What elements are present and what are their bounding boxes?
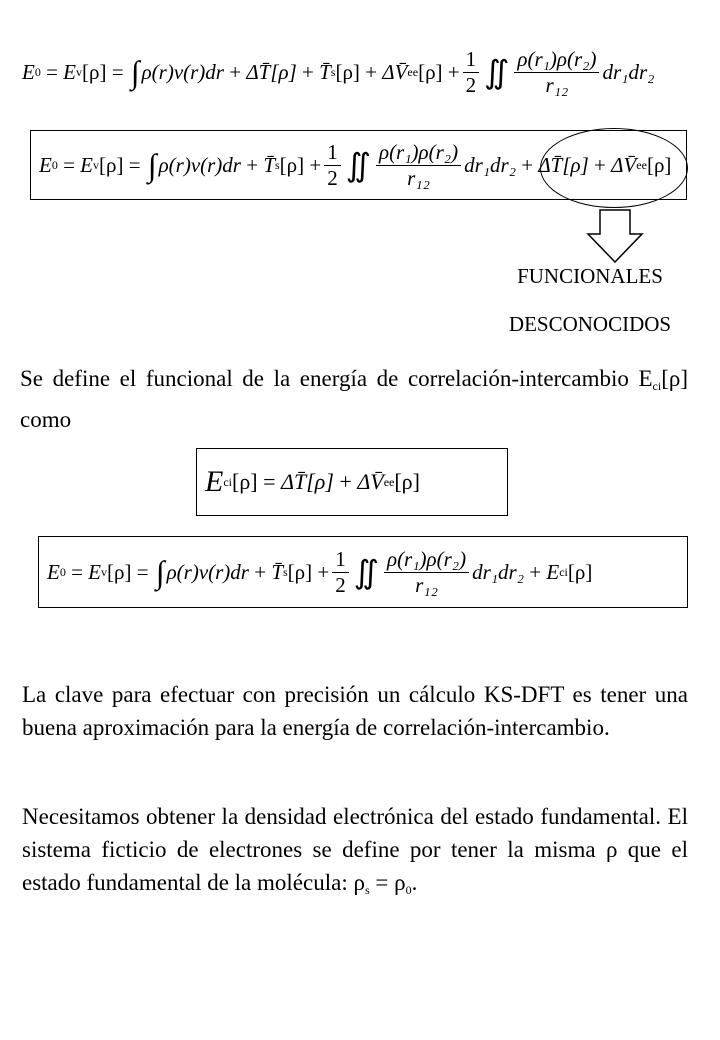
one-half-fraction: $\frac{1}{2}$: [324, 141, 341, 188]
eq1-lhs: E: [22, 59, 35, 84]
hartree-fraction: $\frac{\text{ρ(r₁)ρ(r₂)}}{\text{r₁₂}}$: [376, 141, 461, 188]
hartree-fraction: $\frac{\text{ρ(r₁)ρ(r₂)}}{\text{r₁₂}}$: [384, 548, 469, 595]
one-half-fraction: $\frac{1}{2}$: [332, 548, 349, 595]
double-integral-sign: ∬: [353, 554, 379, 590]
one-half-fraction: $\frac{1}{2}$: [463, 48, 480, 95]
annotation-line1: FUNCIONALES: [517, 264, 663, 288]
paragraph-electron-density: Necesitamos obtener la densidad electrónica del estado fundamental. El sistema ficticio de electrones se define por tener la misma ρ que el estado fundamental de la molécula: $\rho_s = \rho_0$.: [22, 804, 688, 897]
equation-eci-definition: E ci [ρ] = ΔT̄[ρ] + ΔV̄ ee [ρ]: [196, 448, 508, 516]
double-integral-sign: ∬: [484, 54, 510, 90]
integral-sign: ∫: [155, 554, 165, 590]
annotation-line2: DESCONOCIDOS: [508, 312, 672, 336]
equation-energy-final: E 0 = E v [ρ] = ∫ ρ(r)v(r)dr + T̄ s [ρ] + $\frac{1}{2}$ ∬ $\frac{\text{ρ(r₁)ρ(r₂)}}{\text{r₁₂}}$ dr₁dr₂ + E ci [ρ]: [38, 536, 688, 608]
highlight-ellipse: [540, 128, 688, 208]
integral-sign: ∫: [130, 54, 140, 90]
down-arrow-icon: [585, 208, 645, 264]
integral-sign: ∫: [147, 147, 157, 183]
paragraph-definition: Se define el funcional de la energía de correlación-intercambio $E_{ci}[\rho]$ como: [20, 366, 688, 432]
equation-energy-rearranged: E 0 = E v [ρ] = ∫ ρ(r)v(r)dr + T̄ s [ρ] + $\frac{1}{2}$ ∬ $\frac{\text{ρ(r₁)ρ(r₂)}}{\text{r₁₂}}$ dr₁dr₂ + ΔT̄[ρ] + ΔV̄ ee [ρ]: [30, 130, 687, 200]
equation-energy-decomposition: E 0 = E v [ρ] = ∫ ρ(r)v(r)dr + ΔT̄[ρ] + T̄ s [ρ] + ΔV̄ ee [ρ] + $\frac{1}{2}$ ∬ $\frac{\text{ρ(r₁)ρ(r₂)}}{\text{r₁₂}}$ dr₁dr₂: [22, 47, 655, 97]
double-integral-sign: ∬: [345, 147, 371, 183]
paragraph-key-approximation: La clave para efectuar con precisión un cálculo KS-DFT es tener una buena aproximación para la energía de correlación-intercambio.: [22, 682, 688, 740]
hartree-fraction: $\frac{\text{ρ(r₁)ρ(r₂)}}{\text{r₁₂}}$: [514, 48, 599, 95]
